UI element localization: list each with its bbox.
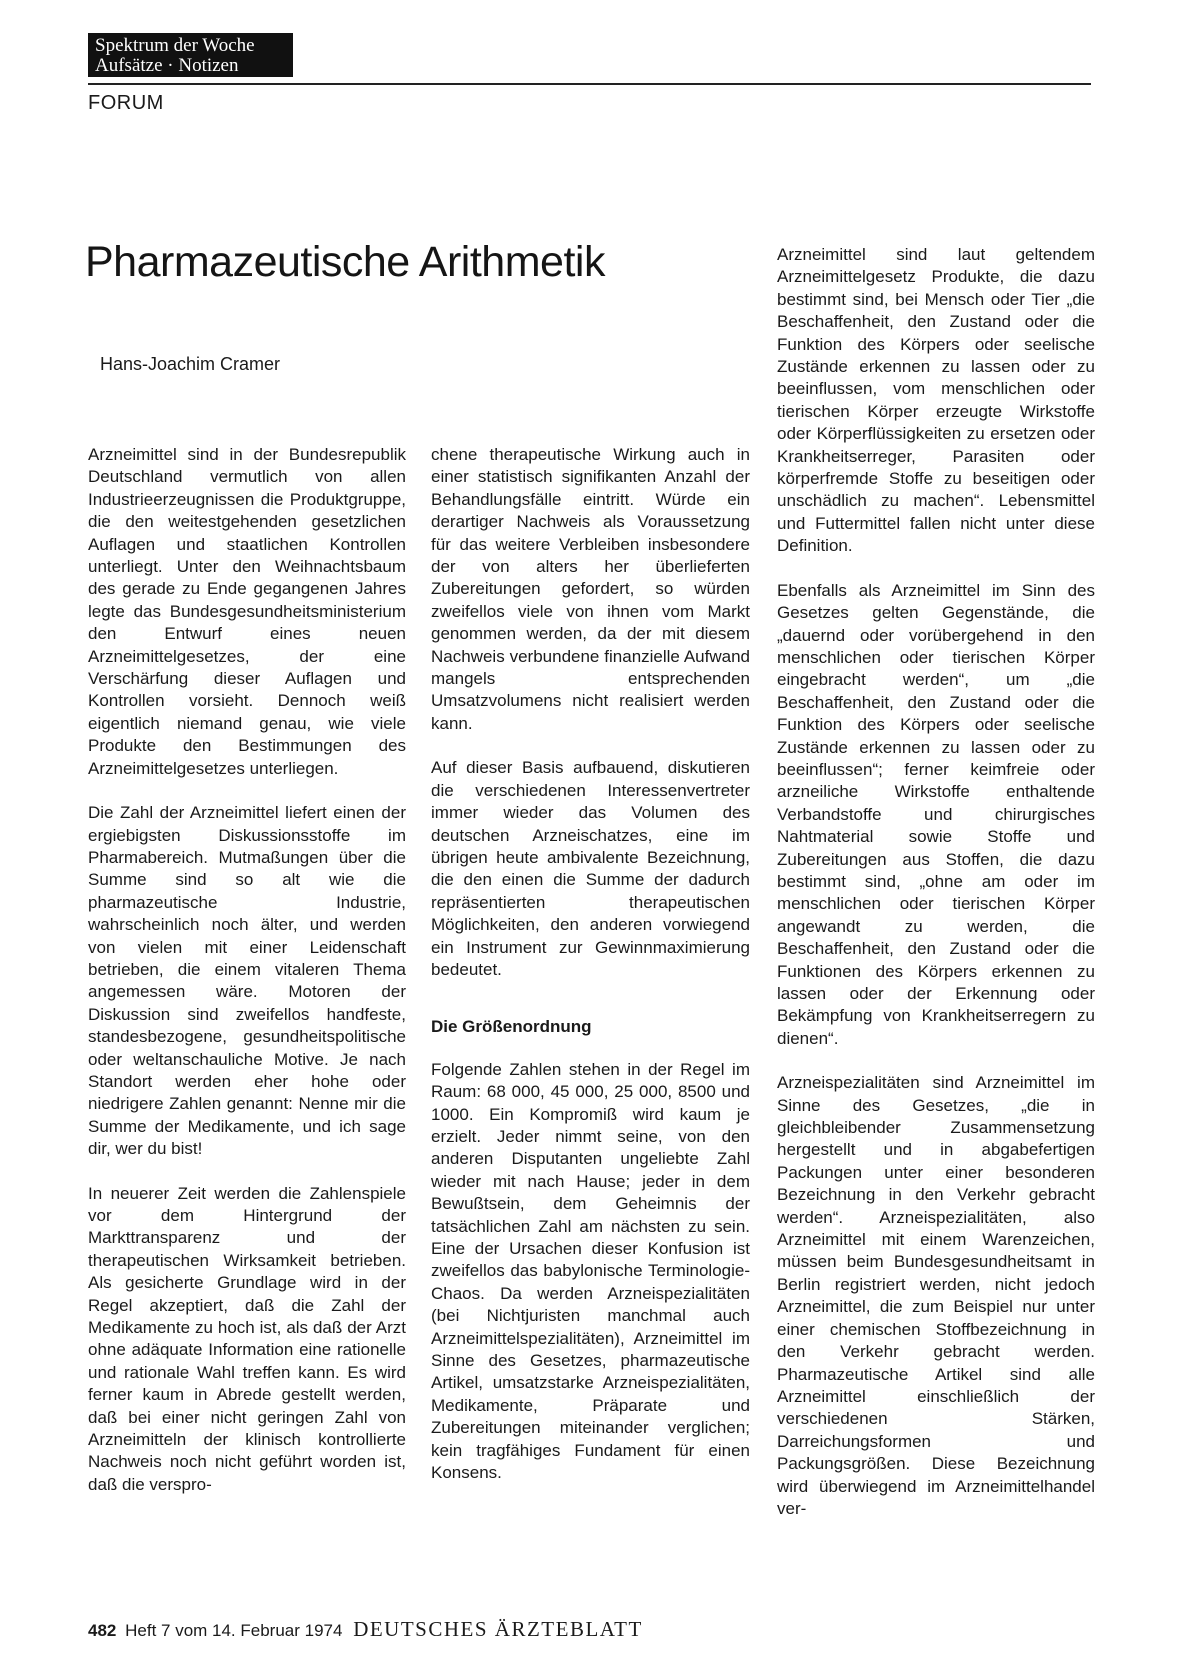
paragraph: Auf dieser Basis aufbauend, diskutieren die verschiedenen Interessenvertreter immer wieder das Volumen des deutschen Arzneischatzes, eine im übrigen heute ambivalente Bezeichnung, die den einen die Summe der dadurch repräsentierten therapeutischen Möglichkeiten, den anderen vorwiegend ein Instrument zur Gewinnmaximierung bedeutet.: [431, 758, 750, 979]
paragraph: Arzneispezialitäten sind Arzneimittel im Sinne des Gesetzes, „die in gleichbleibender Zusammensetzung hergestellt und in abgabefertigen Packungen unter einer besonderen Bezeichnung in den Verkehr gebracht werden“. Arzneispezialitäten, also Arzneimittel mit einem Warenzeichen, müssen beim Bundesgesundheitsamt in Berlin registriert werden, nicht jedoch Arzneimittel, die zum Beispiel nur unter einer chemischen Stoffbezeichnung in den Verkehr gebracht werden. Pharmazeutische Artikel sind alle Arzneimittel einschließlich der verschiedenen Stärken, Darreichungsformen und Packungsgrößen. Diese Bezeichnung wird überwiegend im Arzneimittelhandel ver-: [777, 1073, 1095, 1518]
rubric-line-2: Aufsätze · Notizen: [95, 55, 239, 76]
rubric-line-1: Spektrum der Woche: [95, 35, 255, 56]
column-2: [431, 444, 750, 1506]
page-number: 482: [88, 1621, 117, 1640]
header-rule: [88, 83, 1091, 85]
paragraph: Arzneimittel sind in der Bundesrepublik Deutschland vermutlich von allen Industrieerzeugnissen die Produktgruppe, die den weitestgehenden gesetzlichen Auflagen und staatlichen Kontrollen unterliegt. Unter den Weihnachtsbaum des gerade zu Ende gegangenen Jahres legte das Bundesgesundheitsministerium den Entwurf eines neuen Arzneimittelgesetzes, der eine Verschärfung dieser Auflagen und Kontrollen vorsieht. Dennoch weiß eigentlich niemand genau, wie viele Produkte den Bestimmungen des Arzneimittelgesetzes unterliegen.: [88, 445, 406, 778]
rubric-badge: [88, 33, 293, 77]
paragraph: chene therapeutische Wirkung auch in einer statistisch signifikanten Anzahl der Behandlungsfälle eintritt. Würde ein derartiger Nachweis als Voraussetzung für das weitere Verbleiben insbesondere der von alters her überlieferten Zubereitungen gefordert, so würden zweifellos viele von ihnen vom Markt genommen werden, da der mit diesem Nachweis verbundene finanzielle Aufwand mangels entsprechenden Umsatzvolumens nicht realisiert werden kann.: [431, 445, 750, 733]
article-title: Pharmazeutische Arithmetik: [85, 238, 605, 286]
paragraph: Die Zahl der Arzneimittel liefert einen der ergiebigsten Diskussionsstoffe im Pharmabereich. Mutmaßungen über die Summe sind so alt wie die pharmazeutische Industrie, wahrscheinlich noch älter, und werden von vielen mit einer Leidenschaft betrieben, die einem vitaleren Thema angemessen wäre. Motoren der Diskussion sind zweifellos handfeste, standesbezogene, gesundheitspolitische oder weltanschauliche Motive. Je nach Standort werden eher hohe oder niedrigere Zahlen genannt: Nenne mir die Summe der Medikamente, und ich sage dir, wer du bist!: [88, 803, 406, 1159]
column-1: [88, 444, 406, 1518]
article-author: Hans-Joachim Cramer: [100, 354, 281, 374]
issue-info: Heft 7 vom 14. Februar 1974: [125, 1621, 343, 1640]
page-footer: [88, 1617, 643, 1642]
subheading: Die Größenordnung: [431, 1017, 592, 1037]
section-label: FORUM: [88, 92, 164, 114]
paragraph: Folgende Zahlen stehen in der Regel im Raum: 68 000, 45 000, 25 000, 8500 und 1000. Ein Kompromiß wird kaum je erzielt. Jeder nimmt seine, von den anderen Disputanten ungeliebte Zahl wieder mit nach Hause; jeder in dem Bewußtsein, dem Geheimnis der tatsächlichen Zahl am nächsten zu sein. Eine der Ursachen dieser Konfusion ist zweifellos das babylonische Terminologie-Chaos. Da werden Arzneispezialitäten (bei Nichtjuristen manchmal auch Arzneimittelspezialitäten), Arzneimittel im Sinne des Gesetzes, pharmazeutische Artikel, umsatzstarke Arzneispezialitäten, Medikamente, Präparate und Zubereitungen miteinander verglichen; kein tragfähiges Fundament für einen Konsens.: [431, 1059, 750, 1483]
paragraph: Arzneimittel sind laut geltendem Arzneimittelgesetz Produkte, die dazu bestimmt sind, bei Mensch oder Tier „die Beschaffenheit, den Zustand oder die Funktion des Körpers oder seelische Zustände erkennen zu lassen oder zu beeinflussen, vom menschlichen oder tierischen Körper erzeugte Wirkstoffe oder Körperflüssigkeiten zu ersetzen oder Krankheitserreger, Parasiten oder körperfremde Stoffe zu beseitigen oder unschädlich zu machen“. Lebensmittel und Futtermittel fallen nicht unter diese Definition.: [777, 245, 1095, 556]
journal-name: DEUTSCHES ÄRZTEBLATT: [353, 1617, 643, 1641]
column-3: [777, 244, 1095, 1542]
paragraph: In neuerer Zeit werden die Zahlenspiele vor dem Hintergrund der Markttransparenz und der therapeutischen Wirksamkeit betrieben. Als gesicherte Grundlage wird in der Regel akzeptiert, daß die Zahl der Medikamente zu hoch ist, als daß der Arzt ohne adäquate Information eine rationelle und rationale Wahl treffen kann. Es wird ferner kaum in Abrede gestellt werden, daß bei einer nicht geringen Zahl von Arzneimitteln der klinisch kontrollierte Nachweis noch nicht geführt worden ist, daß die verspro-: [88, 1183, 406, 1494]
paragraph: Ebenfalls als Arzneimittel im Sinn des Gesetzes gelten Gegenstände, die „dauernd oder vorübergehend in den menschlichen oder tierischen Körper eingebracht werden“, um „die Beschaffenheit, den Zustand oder die Funktion des Körpers oder seelische Zustände erkennen zu lassen oder zu beeinflussen“; ferner keimfreie oder arzneiliche Wirkstoffe enthaltende Verbandstoffe und chirurgisches Nahtmaterial sowie Stoffe und Zubereitungen aus Stoffen, die dazu bestimmt sind, „ohne am oder im menschlichen oder tierischen Körper angewandt zu werden, die Beschaffenheit, den Zustand oder die Funktionen des Körpers erkennen zu lassen oder der Erkennung oder Bekämpfung von Krankheitserregern zu dienen“.: [777, 580, 1095, 1048]
